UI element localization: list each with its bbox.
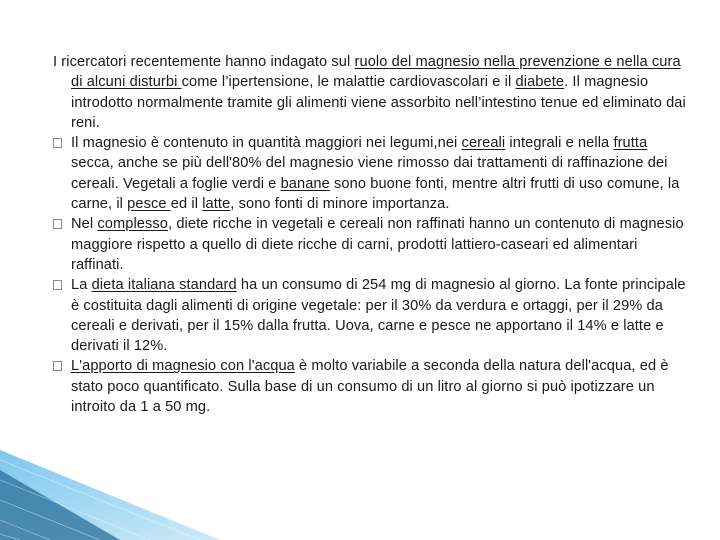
slide-body	[53, 52, 693, 417]
underlined-term: dieta italiana standard	[91, 277, 237, 294]
text-segment: , sono fonti di minore importanza.	[230, 196, 450, 213]
corner-decoration	[0, 450, 220, 540]
underlined-term: banane	[280, 175, 330, 192]
underlined-term: L'apporto di magnesio con l'acqua	[71, 358, 295, 375]
intro-paragraph	[53, 52, 693, 133]
bullet-box-icon	[53, 138, 62, 148]
text-segment: come l’ipertensione, le malattie cardiovascolari e il	[181, 74, 516, 91]
underlined-term: latte	[202, 196, 231, 213]
bullet-box-icon	[53, 280, 62, 290]
underlined-term: complesso	[97, 216, 169, 233]
text-segment: ha un consumo di 254 mg di magnesio al giorno. La fonte principale è costituita dagli alimenti di origine vegetale: per il 30% da verdura e ortaggi, per il 29% da cereali e derivati, per il 15% dalla frutta. Uova, carne e pesce ne apportano il 14% e latte e derivati il 12%.	[71, 277, 686, 355]
underlined-term: pesce	[127, 196, 171, 213]
underlined-term: ruolo del magnesio nella prevenzione e nella cura di alcuni disturbi	[71, 54, 681, 91]
text-segment: è molto variabile a seconda della natura dell'acqua, ed è stato poco quantificato. Sulla base di un consumo di un litro al giorno si può ipotizzare un introito da 1 a 50 mg.	[71, 358, 669, 416]
text-segment: , diete ricche in vegetali e cereali non raffinati hanno un contenuto di magnesio maggiore rispetto a quello di diete ricche di carni, prodotti lattiero-caseari ed alimentari raffinati.	[71, 216, 684, 273]
bullet-box-icon	[53, 361, 62, 371]
text-segment: La	[71, 277, 92, 294]
underlined-term: cereali	[461, 135, 506, 152]
bullet-paragraph	[53, 275, 693, 356]
text-segment: secca, anche se più dell'80% del magnesio viene rimosso dai trattamenti di raffinazione dei cereali. Vegetali a foglie verdi e	[71, 155, 668, 192]
text-segment: ed il	[170, 196, 203, 213]
bullet-paragraph	[53, 356, 693, 417]
underlined-term: diabete	[515, 74, 565, 91]
text-segment: sono buone fonti, mentre altri frutti di uso comune, la carne, il	[71, 175, 680, 213]
bullet-box-icon	[53, 219, 62, 229]
text-segment: . Il magnesio introdotto normalmente tramite gli alimenti viene assorbito nell’intestino tenue ed eliminato dai reni.	[71, 74, 686, 131]
bullet-paragraph	[53, 214, 693, 275]
text-segment: Il magnesio è contenuto in quantità maggiori nei legumi,nei	[71, 135, 462, 152]
bullet-paragraph	[53, 133, 693, 214]
text-segment: Nel	[71, 216, 98, 233]
underlined-term: frutta	[613, 135, 648, 152]
text-segment: I ricercatori recentemente hanno indagato sul	[53, 54, 355, 70]
text-segment: integrali e nella	[505, 135, 614, 152]
